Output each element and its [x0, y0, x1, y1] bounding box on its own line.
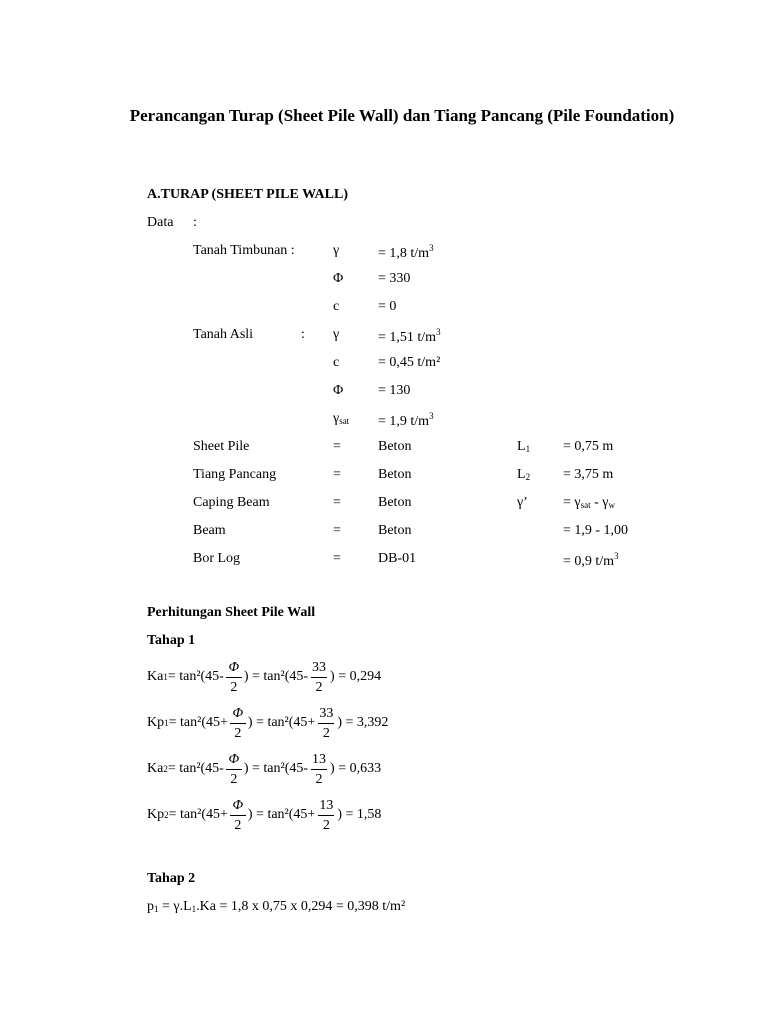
material-value: Beton: [378, 495, 412, 510]
gamma-symbol: γ: [333, 327, 340, 342]
bor-log-value: = 0,9 $t/m^3$: [563, 551, 619, 569]
equation-ka1: Ka 1 = tan²(45- $\frac{\Phi}{2}$ ) = tan²(45- $\frac{33}{2}$ ) = 0,294: [147, 659, 382, 695]
l1-symbol: $L_1$: [517, 439, 531, 454]
fraction: $\frac{\Phi}{2}$: [230, 706, 246, 741]
tanah-timbunan-label: Tanah Timbunan :: [193, 243, 295, 258]
equation-kp1: Kp 1 = tan²(45+ $\frac{\Phi}{2}$ ) = tan²(45+ $\frac{33}{2}$ ) = 3,392: [147, 705, 389, 741]
tahap-2-heading: Tahap 2: [147, 871, 196, 886]
material-value: DB-01: [378, 551, 417, 566]
asli-phi-value: = 130: [378, 383, 411, 398]
material-eq: =: [333, 467, 341, 482]
section-heading-a: A.TURAP (SHEET PILE WALL): [147, 187, 348, 202]
gamma-sat-symbol: $\gamma_{sat}$: [333, 411, 350, 426]
timbunan-phi-value: = 330: [378, 271, 411, 286]
material-eq: =: [333, 495, 341, 510]
c-symbol: c: [333, 355, 340, 370]
asli-gamma-value: = 1,51 $t/m^3$: [378, 327, 441, 345]
phi-symbol: Φ: [333, 383, 344, 398]
equation-p1: $p_1 = \gamma.L_1.Ka = 1,8$ x 0,75 x 0,294 = 0,398 t/m²: [147, 899, 406, 914]
gamma-prime-formula: = $\gamma_{sat} - \gamma_w$: [563, 495, 615, 510]
timbunan-gamma-value: = 1,8 $t/m^3$: [378, 243, 434, 261]
l2-value: = 3,75 m: [563, 467, 614, 482]
phi-symbol: Φ: [333, 271, 344, 286]
page-title: Perancangan Turap (Sheet Pile Wall) dan Tiang Pancang (Pile Foundation): [129, 106, 675, 125]
fraction: $\frac{33}{2}$: [312, 659, 327, 695]
fraction: $\frac{\Phi}{2}$: [226, 752, 242, 787]
material-label: Beam: [193, 523, 226, 538]
equation-ka2: Ka 2 = tan²(45- $\frac{\Phi}{2}$ ) = tan²(45- $\frac{13}{2}$ ) = 0,633: [147, 751, 382, 787]
asli-c-value: = 0,45 t/m²: [378, 355, 441, 370]
material-value: Beton: [378, 467, 412, 482]
material-eq: =: [333, 439, 341, 454]
fraction: $\frac{13}{2}$: [312, 751, 327, 787]
fraction: $\frac{33}{2}$: [319, 705, 334, 741]
l2-symbol: $L_2$: [517, 467, 531, 482]
data-label: Data: [147, 215, 174, 230]
material-label: Bor Log: [193, 551, 241, 566]
tanah-asli-label: Tanah Asli: [193, 327, 254, 342]
fraction: $\frac{\Phi}{2}$: [226, 660, 242, 695]
material-label: Sheet Pile: [193, 439, 250, 454]
l1-value: = 0,75 m: [563, 439, 614, 454]
tanah-asli-colon: :: [301, 327, 305, 342]
material-value: Beton: [378, 523, 412, 538]
c-symbol: c: [333, 299, 340, 314]
gamma-prime-symbol: γ’: [517, 495, 528, 510]
asli-gsat-value: = 1,9 $t/m^3$: [378, 411, 434, 429]
material-value: Beton: [378, 439, 412, 454]
fraction: $\frac{13}{2}$: [319, 797, 334, 833]
material-eq: =: [333, 523, 341, 538]
tahap-1-heading: Tahap 1: [147, 633, 196, 648]
material-label: Caping Beam: [193, 495, 270, 510]
material-eq: =: [333, 551, 341, 566]
beam-value: = 1,9 - 1,00: [563, 523, 629, 538]
material-label: Tiang Pancang: [193, 467, 277, 482]
fraction: $\frac{\Phi}{2}$: [230, 798, 246, 833]
data-colon: :: [193, 215, 197, 230]
gamma-symbol: γ: [333, 243, 340, 258]
timbunan-c-value: = 0: [378, 299, 397, 314]
equation-kp2: Kp 2 = tan²(45+ $\frac{\Phi}{2}$ ) = tan²(45+ $\frac{13}{2}$ ) = 1,58: [147, 797, 382, 833]
perhitungan-heading: Perhitungan Sheet Pile Wall: [147, 605, 316, 620]
